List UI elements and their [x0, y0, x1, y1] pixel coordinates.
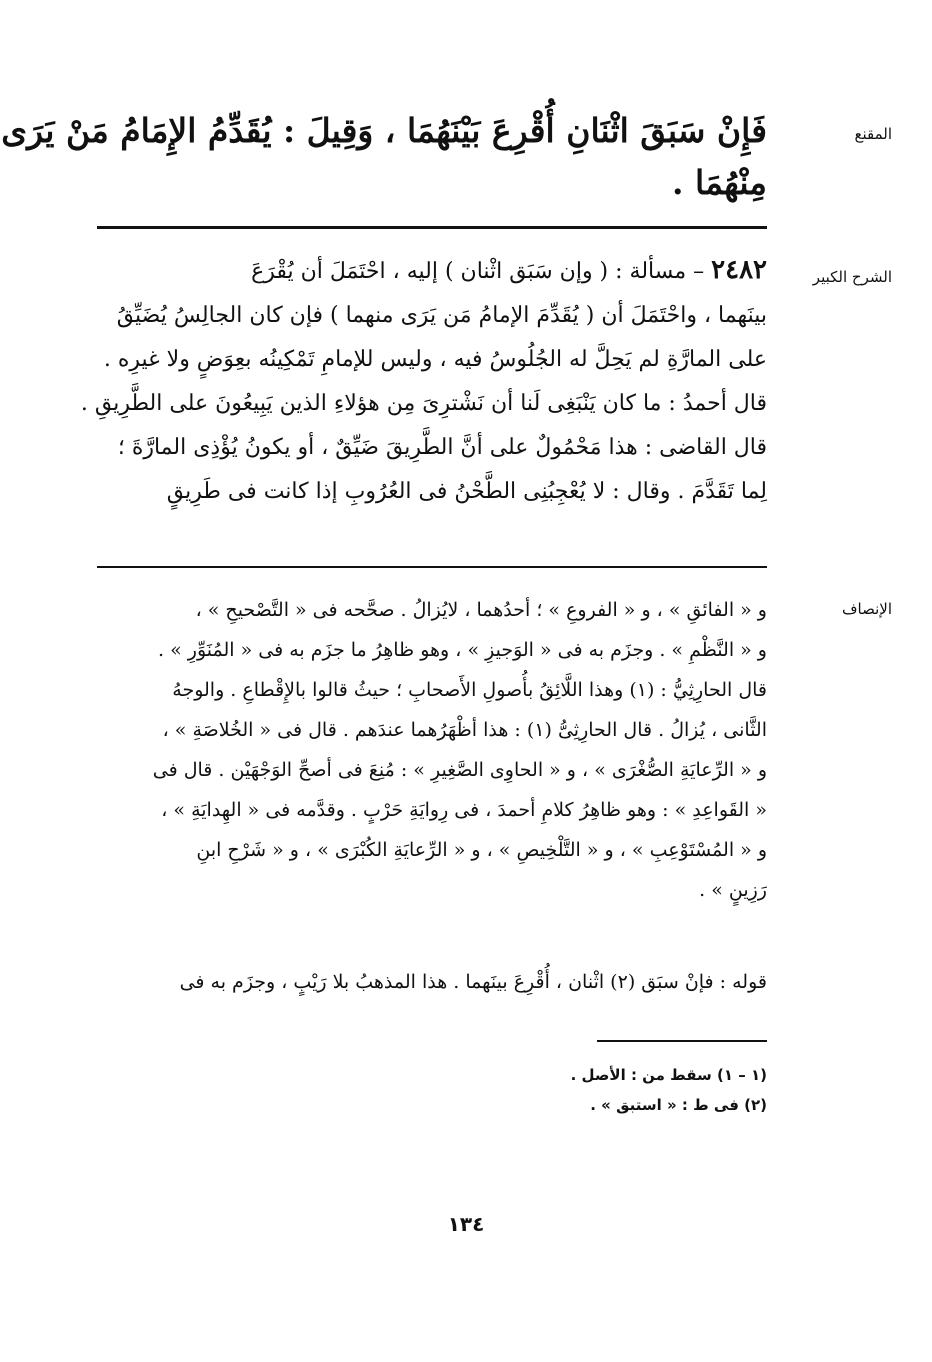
section-label-sharh: الشرح الكبير	[812, 268, 892, 286]
insaf-line: قال الحارِثِيُّ : (١) وهذا اللَّائِقُ بأُصولِ الأَصحابِ ؛ حيثُ قالوا بالإِقْطاعِ . والوجهُ	[172, 679, 767, 701]
insaf-line: رَزِينٍ » .	[699, 879, 767, 901]
insaf-qawluhu	[97, 962, 767, 1002]
insaf-line: و « المُسْتَوْعِبِ » ، و « التَّلْخِيصِ » ، و « الرِّعايَةِ الكُبْرَى » ، و « شَرْحِ ابنِ	[196, 839, 767, 861]
footnote: (٢) فى ط : « استبق » .	[590, 1096, 767, 1114]
insaf-line: و « الفائقِ » ، و « الفروعِ » ؛ أحدُهما ، لايُزالُ . صحَّحه فى « التَّصْحيحِ » ،	[195, 599, 767, 621]
page-number: ١٣٤	[447, 1212, 485, 1236]
muqni-text	[1, 105, 767, 209]
sharh-line: قال أحمدُ : ما كان يَنْبَغِى لَنا أن نَشْترِىَ مِن هؤلاءِ الذين يَبِيعُونَ على الطَّرِيقِ .	[80, 391, 767, 416]
muqni-line: فَإِنْ سَبَقَ اثْنَانِ أُقْرِعَ بَيْنَهُمَا ، وَقِيلَ : يُقَدِّمُ الإِمَامُ مَنْ يَرَى	[1, 111, 767, 150]
section-label-muqni: المقنع	[854, 125, 892, 143]
qawluhu-line: قوله : فإنْ سبَق (٢) اثْنان ، أُقْرِعَ بينَهما . هذا المذهبُ بلا رَيْبٍ ، وجزَم به فى	[179, 971, 767, 993]
sharh-line: لِما تَقَدَّمَ . وقال : لا يُعْجِبُنِى الطَّحْنُ فى العُرُوبِ إذا كانت فى طَرِيقٍ	[166, 479, 767, 504]
sharh-first-line-text: – مسألة : ( وإن سَبَق اثْنان ) إليه ، احْتَمَلَ أن يُقْرَعَ	[251, 259, 712, 284]
sharh-line: على المارَّةِ لم يَحِلَّ له الجُلُوسُ فيه ، وليس للإمامِ تَمْكِينُه بعِوَضٍ ولا غيرِه .	[103, 347, 767, 372]
sharh-line: بينَهما ، واحْتَمَلَ أن ( يُقَدِّمَ الإمامُ مَن يَرَى منهما ) فإن كان الجالِسُ يُضَيِّقُ	[116, 303, 767, 328]
sharh-line: قال القاضى : هذا مَحْمُولٌ على أنَّ الطَّرِيقَ ضَيِّقٌ ، أو يكونُ يُؤْذِى المارَّةَ ؛	[117, 435, 767, 460]
insaf-line: « القَواعِدِ » : وهو ظاهِرُ كلامِ أحمدَ ، فى رِوايَةِ حَرْبٍ . وقدَّمه فى « الهِدايَةِ » ،	[161, 799, 767, 821]
muqni-line: مِنْهُمَا .	[672, 163, 767, 202]
section-divider	[97, 226, 767, 229]
issue-number: ٢٤٨٢	[711, 255, 767, 285]
footnote-divider	[597, 1040, 767, 1042]
footnote: (١ – ١) سقط من : الأصل .	[570, 1066, 767, 1084]
insaf-line: و « الرِّعايَةِ الصُّغْرَى » ، و « الحاوِى الصَّغِيرِ » : مُنِعَ فى أصحِّ الوَجْهَيْن . قال فى	[152, 759, 767, 781]
sharh-line-first	[97, 248, 767, 294]
section-divider	[97, 566, 767, 568]
insaf-text	[97, 590, 767, 910]
sharh-text	[80, 248, 767, 514]
insaf-line: و « النَّظْمِ » . وجزَم به فى « الوَجيزِ » ، وهو ظاهِرُ ما جزَم به فى « المُنَوِّرِ » .	[158, 639, 767, 661]
insaf-line: الثَّانى ، يُزالُ . قال الحارِثِىُّ (١) : هذا أظْهَرُهما عندَهم . قال فى « الخُلاصَةِ » ،	[162, 719, 767, 741]
section-label-insaf: الإنصاف	[841, 600, 892, 618]
